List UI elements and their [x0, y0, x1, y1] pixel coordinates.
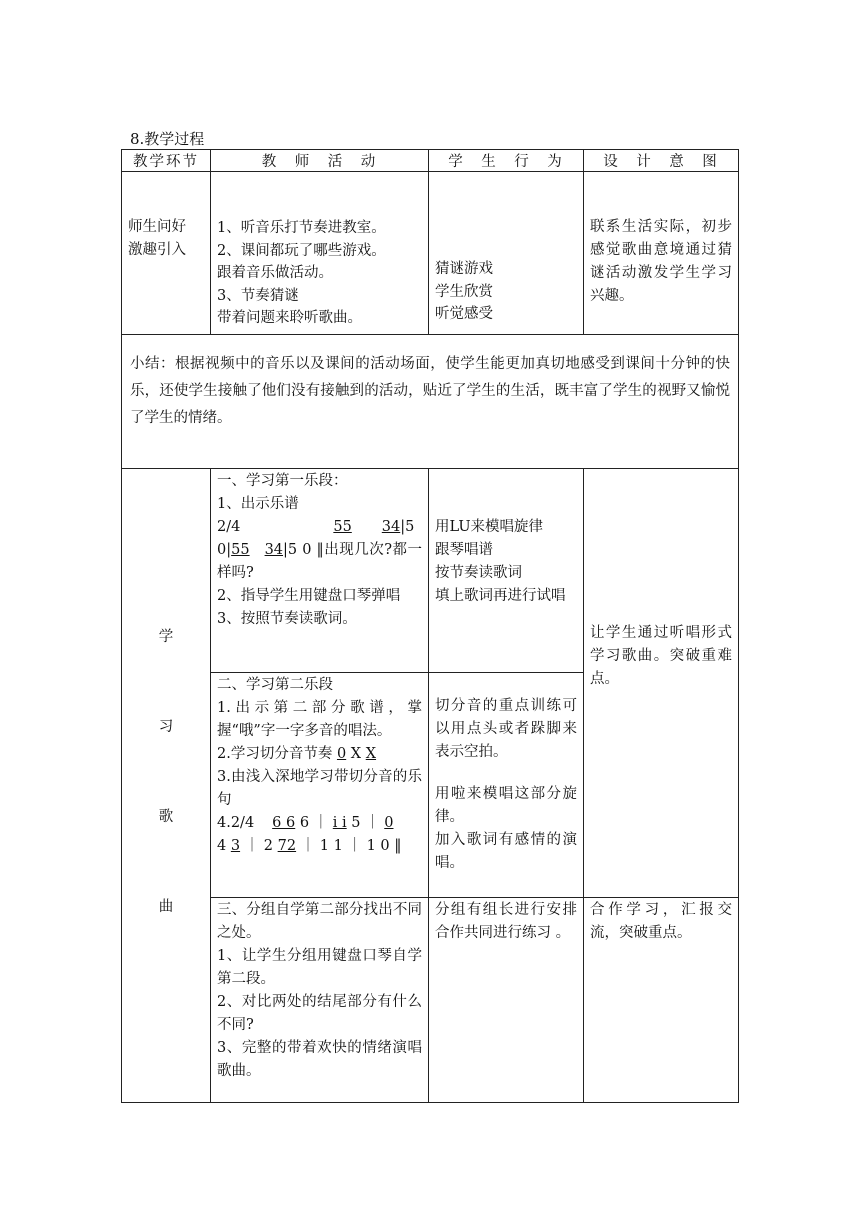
part2-student-cell — [429, 672, 584, 897]
score-note: 34 — [381, 518, 401, 535]
part3-teacher-line: 2、对比两处的结尾部分有什么不同? — [217, 993, 422, 1033]
part1-student-line: 跟琴唱谱 — [435, 541, 493, 558]
score-note: 55 — [333, 518, 352, 535]
score-note: 55 — [231, 541, 250, 558]
score-note: 6 ｜ — [299, 814, 329, 831]
score-note: 0| — [217, 541, 232, 558]
rhythm-label: 2.学习切分音节奏 — [217, 745, 333, 762]
part3-teacher-line: 3、完整的带着欢快的情绪演唱歌曲。 — [217, 1039, 422, 1079]
part3-student-text: 分组有组长进行安排 合作共同进行练习 。 — [435, 901, 577, 941]
part1-teacher-cell — [211, 468, 429, 672]
score-note: 3 — [230, 837, 241, 854]
table-row-intro — [122, 172, 739, 335]
intro-teacher-line: 跟着音乐做活动。 — [217, 265, 333, 281]
intro-intent-text: 联系生活实际，初步感觉歌曲意境通过猜谜活动激发学生学习兴趣。 — [590, 219, 732, 304]
intro-teacher-line: 带着问题来聆听歌曲。 — [217, 310, 362, 326]
score-meter: 2/4 — [217, 518, 241, 535]
learn-stage-char: 学 — [158, 628, 174, 645]
intro-student-line: 猜谜游戏 — [435, 261, 493, 277]
intro-teacher-line: 1、听音乐打节奏进教室。 — [217, 220, 386, 236]
summary-cell — [122, 334, 739, 468]
part1-student-line: 按节奏读歌词 — [435, 564, 522, 581]
intro-teacher-line: 3、节奏猜谜 — [217, 287, 299, 304]
part2-teacher-line: 3.由浅入深地学习带切分音的乐句 — [217, 768, 422, 808]
score-note: 6 6 — [272, 814, 296, 831]
part2-rhythm-line — [217, 743, 422, 766]
part12-intent-cell — [584, 468, 739, 897]
part2-student-line: 用啦来模唱这部分旋律。 — [435, 785, 577, 825]
intro-student-cell — [429, 172, 584, 335]
score-note: i i — [332, 814, 347, 831]
rhythm-note: X — [365, 745, 377, 762]
section-heading: 8.教学过程 — [130, 130, 205, 148]
part1-teacher-line: 3、按照节奏读歌词。 — [217, 610, 357, 627]
intro-teacher-cell — [211, 172, 429, 335]
part1-score — [217, 516, 422, 585]
score-note: 4 — [217, 837, 227, 854]
score-note: ｜ 1 1 ｜ 1 0 ‖ — [300, 837, 402, 854]
score-note: 34 — [264, 541, 284, 558]
part12-intent-text: 让学生通过听唱形式学习歌曲。突破重难点。 — [590, 624, 732, 687]
part2-teacher-line: 二、学习第二乐段 — [217, 676, 333, 693]
learn-stage-char: 习 — [158, 718, 174, 735]
part2-teacher-cell — [211, 672, 429, 897]
part1-student-line: 用LU来模唱旋律 — [435, 518, 544, 535]
part1-student-line: 填上歌词再进行试唱 — [435, 587, 566, 604]
intro-intent-cell — [584, 172, 739, 335]
part3-student-cell — [429, 897, 584, 1102]
part1-teacher-line: 一、学习第一乐段： — [217, 472, 348, 489]
table-row-learn-part1 — [122, 468, 739, 672]
learn-stage-char: 歌 — [158, 808, 174, 825]
header-teacher-activity: 教 师 活 动 — [211, 150, 429, 172]
part2-score — [217, 812, 422, 858]
table-row-learn-part3 — [122, 897, 739, 1102]
part3-intent-text: 合作学习，汇报交流，突破重点。 — [590, 901, 732, 941]
summary-text: 小结：根据视频中的音乐以及课间的活动场面，使学生能更加真切地感受到课间十分钟的快乐，还使学生接触了他们没有接触到的活动，贴近了学生的生活，既丰富了学生的视野又愉悦了学生的情绪。 — [130, 355, 730, 426]
intro-stage-line: 师生问好 — [128, 219, 186, 235]
part1-teacher-line: 2、指导学生用键盘口琴弹唱 — [217, 587, 401, 604]
header-stage: 教学环节 — [122, 150, 211, 172]
part3-teacher-line: 三、分组自学第二部分找出不同之处。 — [217, 901, 422, 941]
part2-student-line: 切分音的重点训练可以用点头或者跺脚来表示空拍。 — [435, 697, 577, 760]
table-row-summary — [122, 334, 739, 468]
learn-stage-cell — [122, 468, 211, 1102]
part2-teacher-line: 1.出示第二部分歌谱，掌握“哦”字一字多音的唱法。 — [217, 699, 422, 739]
teaching-process-table — [121, 149, 739, 1103]
score-note: 5 ｜ — [351, 814, 380, 831]
part1-student-cell — [429, 468, 584, 672]
rhythm-note: X — [350, 745, 362, 762]
intro-stage-cell — [122, 172, 211, 335]
score-note: 4.2/4 — [217, 814, 255, 831]
part3-teacher-line: 1、让学生分组用键盘口琴自学第二段。 — [217, 947, 422, 987]
table-header-row — [122, 150, 739, 172]
rhythm-note: 0 — [336, 745, 347, 762]
part2-student-line: 加入歌词有感情的演唱。 — [435, 831, 577, 871]
score-note: 72 — [277, 837, 297, 854]
score-note: 0 — [384, 814, 394, 831]
part3-intent-cell — [584, 897, 739, 1102]
part1-teacher-line: 1、出示乐谱 — [217, 495, 299, 512]
intro-stage-line: 激趣引入 — [128, 242, 186, 258]
header-student-behavior: 学 生 行 为 — [429, 150, 584, 172]
score-note: |5 — [400, 518, 415, 535]
learn-stage-char: 曲 — [158, 898, 174, 915]
intro-student-line: 学生欣赏 — [435, 283, 493, 300]
score-note: ｜ 2 — [244, 837, 274, 854]
part3-teacher-cell — [211, 897, 429, 1102]
header-design-intent: 设 计 意 图 — [584, 150, 739, 172]
score-note: |5 0 ‖出现几次?都一样吗? — [217, 541, 422, 581]
intro-student-line: 听觉感受 — [435, 306, 493, 322]
intro-teacher-line: 2、课间都玩了哪些游戏。 — [217, 242, 386, 259]
